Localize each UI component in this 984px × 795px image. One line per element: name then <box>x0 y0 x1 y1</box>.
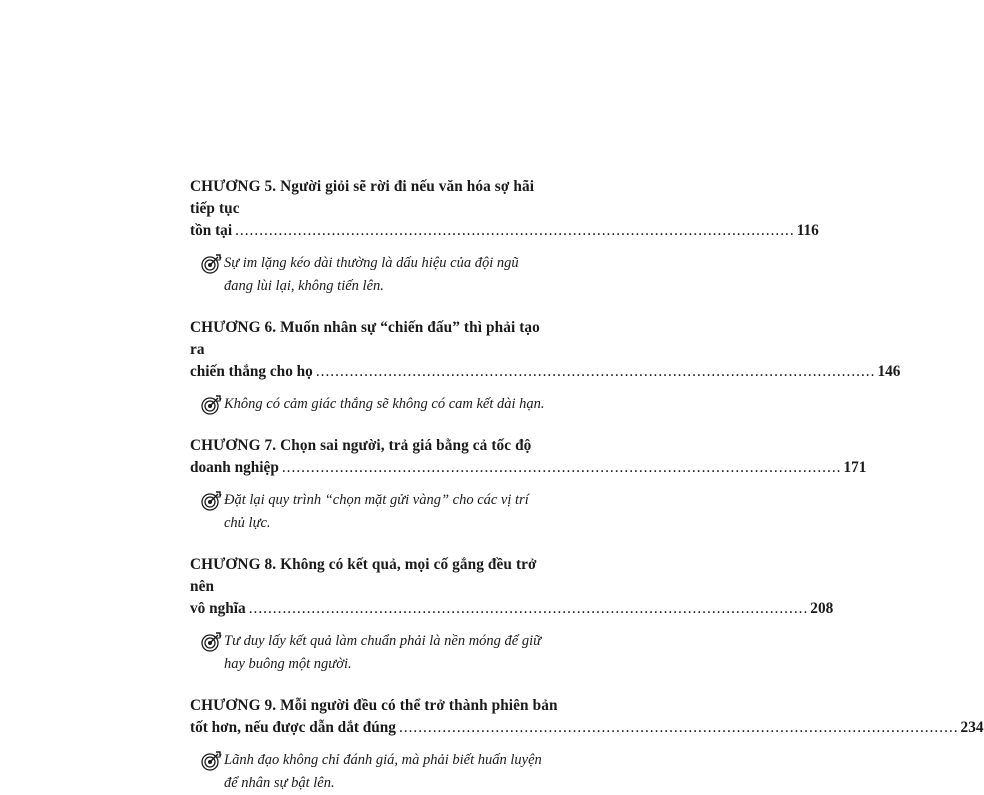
target-arrow-icon <box>200 394 222 416</box>
chapter-note <box>200 489 558 535</box>
dot-leader: .................................................................................................................... <box>248 600 809 617</box>
chapter-title-tail: tốt hơn, nếu được dẫn dắt đúng <box>190 719 396 736</box>
chapter-note-text: Tư duy lấy kết quả làm chuẩn phải là nền móng để giữ hay buông một người. <box>224 633 542 672</box>
table-of-contents <box>190 176 984 795</box>
chapter-title-tail: tồn tại <box>190 222 233 239</box>
dot-leader: .................................................................................................................... <box>398 719 959 736</box>
toc-entry-chapter-5 <box>190 176 819 298</box>
chapter-title: CHƯƠNG 5. Người giỏi sẽ rời đi nếu văn hóa sợ hãi tiếp tục <box>190 178 535 217</box>
toc-entry-chapter-7 <box>190 435 867 535</box>
chapter-note <box>200 749 558 795</box>
target-arrow-icon <box>200 253 222 275</box>
chapter-note-text: Sự im lặng kéo dài thường là dấu hiệu của đội ngũ đang lùi lại, không tiến lên. <box>224 255 519 294</box>
toc-entry-chapter-9 <box>190 695 984 795</box>
page-number: 171 <box>843 459 867 476</box>
chapter-title-tail: vô nghĩa <box>190 600 246 617</box>
target-arrow-icon <box>200 490 222 512</box>
dot-leader: .................................................................................................................... <box>281 459 842 476</box>
toc-entry-chapter-6 <box>190 317 901 416</box>
chapter-title: CHƯƠNG 7. Chọn sai người, trả giá bằng cả tốc độ <box>190 437 532 454</box>
dot-leader: .................................................................................................................... <box>315 363 876 380</box>
page-number: 208 <box>810 600 834 617</box>
chapter-note <box>200 393 558 416</box>
chapter-title: CHƯƠNG 6. Muốn nhân sự “chiến đấu” thì phải tạo ra <box>190 319 540 358</box>
chapter-title-line <box>190 220 819 242</box>
chapter-note-text: Đặt lại quy trình “chọn mặt gửi vàng” cho các vị trí chủ lực. <box>224 492 529 531</box>
chapter-note <box>200 252 558 298</box>
chapter-title-line <box>190 361 901 383</box>
chapter-note-text: Không có cảm giác thắng sẽ không có cam kết dài hạn. <box>224 396 545 412</box>
target-arrow-icon <box>200 750 222 772</box>
chapter-title: CHƯƠNG 9. Mỗi người đều có thể trở thành phiên bản <box>190 697 558 714</box>
page-number: 146 <box>877 363 901 380</box>
page-number: 234 <box>960 719 984 736</box>
chapter-title-line <box>190 598 834 620</box>
chapter-title: CHƯƠNG 8. Không có kết quả, mọi cố gắng đều trở nên <box>190 556 537 595</box>
dot-leader: .................................................................................................................... <box>235 222 795 239</box>
toc-entry-chapter-8 <box>190 554 834 676</box>
page-number: 116 <box>796 222 819 239</box>
chapter-title-tail: doanh nghiệp <box>190 459 279 476</box>
chapter-note-text: Lãnh đạo không chỉ đánh giá, mà phải biết huấn luyện để nhân sự bật lên. <box>224 752 542 791</box>
chapter-note <box>200 630 558 676</box>
target-arrow-icon <box>200 631 222 653</box>
chapter-title-line <box>190 457 867 479</box>
chapter-title-line <box>190 717 984 739</box>
chapter-title-tail: chiến thắng cho họ <box>190 363 313 380</box>
